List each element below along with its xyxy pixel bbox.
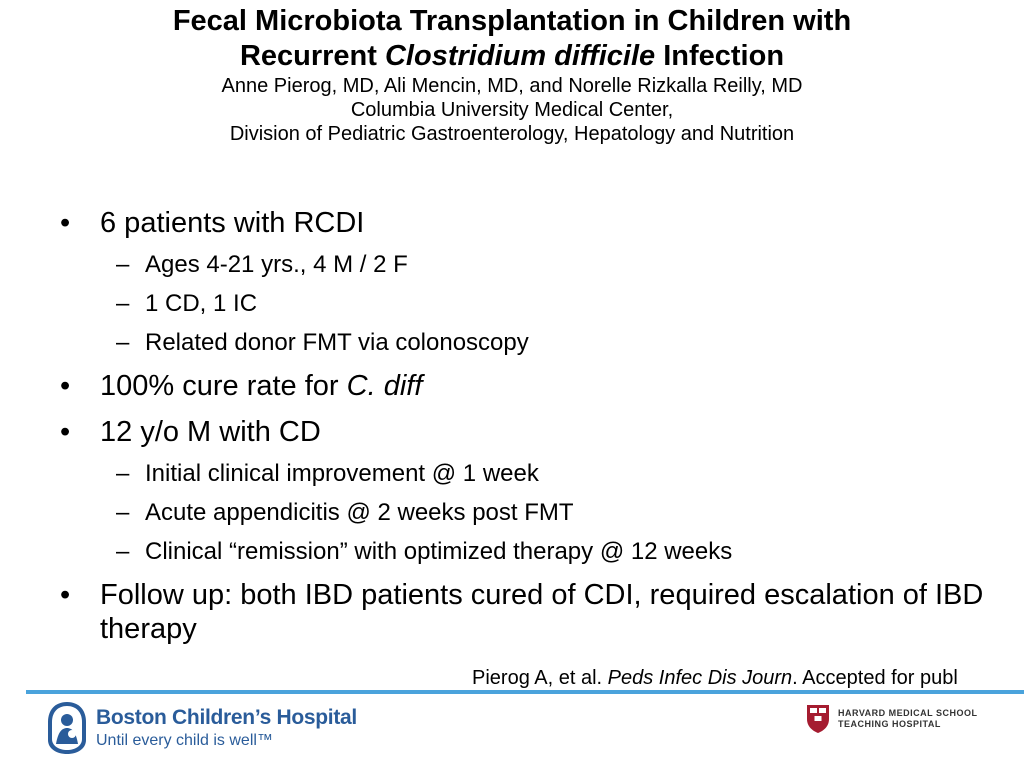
bch-emblem-icon [46, 700, 88, 756]
dash-mark: – [116, 329, 130, 356]
bullet-item [60, 415, 990, 449]
title-line-2 [0, 39, 1024, 74]
sub-bullet-text: Ages 4-21 yrs., 4 M / 2 F [145, 251, 408, 278]
title-organism: Clostridium difficile [384, 40, 656, 72]
bullet-item [60, 578, 990, 646]
citation-journal: Peds Infec Dis Journ [607, 667, 793, 689]
slide-header [0, 4, 1024, 146]
sub-bullet-text: Initial clinical improvement @ 1 week [145, 460, 539, 487]
bullet-mark: • [60, 207, 71, 239]
sub-bullet-item [60, 328, 990, 358]
bullet-list [60, 206, 990, 658]
title-suffix: Infection [655, 40, 785, 72]
dash-mark: – [116, 290, 130, 317]
affiliation-university: Columbia University Medical Center, [350, 99, 674, 121]
dash-mark: – [116, 499, 130, 526]
citation-authors: Pierog A, et al. [472, 667, 608, 689]
bullet-mark: • [60, 370, 71, 402]
citation-status: . Accepted for publ [792, 667, 958, 689]
dash-mark: – [116, 538, 130, 565]
bullet-text: 6 patients with RCDI [100, 207, 365, 239]
bullet-item [60, 206, 990, 240]
bullet-mark: • [60, 416, 71, 448]
bullet-text-prefix: 100% cure rate for [100, 370, 347, 402]
sub-bullet-item [60, 459, 990, 489]
authors: Anne Pierog, MD, Ali Mencin, MD, and Norelle Rizkalla Reilly, MD [221, 75, 803, 97]
sub-bullet-text: Related donor FMT via colonoscopy [145, 329, 529, 356]
title-prefix: Recurrent [239, 40, 385, 72]
bullet-text: 12 y/o M with CD [100, 416, 321, 448]
bch-tagline: Until every child is well™ [96, 732, 273, 749]
footer-divider [26, 690, 1024, 694]
hms-line-1: HARVARD MEDICAL SCHOOL [838, 708, 978, 718]
bullet-text: Follow up: both IBD patients cured of CDI, required escalation of IBD therapy [100, 579, 984, 645]
boston-childrens-logo [46, 700, 366, 758]
sub-bullet-text: 1 CD, 1 IC [145, 290, 258, 317]
harvard-teaching-hospital-logo [806, 704, 1006, 740]
harvard-shield-icon [806, 704, 830, 734]
bch-name: Boston Children’s Hospital [96, 706, 357, 729]
sub-bullet-text: Acute appendicitis @ 2 weeks post FMT [145, 499, 574, 526]
hms-line-2: TEACHING HOSPITAL [838, 719, 941, 729]
sub-bullet-item [60, 498, 990, 528]
title-line-1: Fecal Microbiota Transplantation in Children with [172, 5, 852, 37]
bullet-item [60, 369, 990, 403]
sub-bullet-item [60, 289, 990, 319]
citation [472, 666, 1024, 690]
bullet-mark: • [60, 579, 71, 611]
affiliation-division: Division of Pediatric Gastroenterology, Hepatology and Nutrition [229, 123, 795, 145]
sub-bullet-item [60, 537, 990, 567]
bullet-text-organism: C. diff [346, 370, 423, 402]
hms-text [838, 708, 978, 730]
dash-mark: – [116, 460, 130, 487]
sub-bullet-text: Clinical “remission” with optimized therapy @ 12 weeks [145, 538, 733, 565]
dash-mark: – [116, 251, 130, 278]
sub-bullet-item [60, 250, 990, 280]
